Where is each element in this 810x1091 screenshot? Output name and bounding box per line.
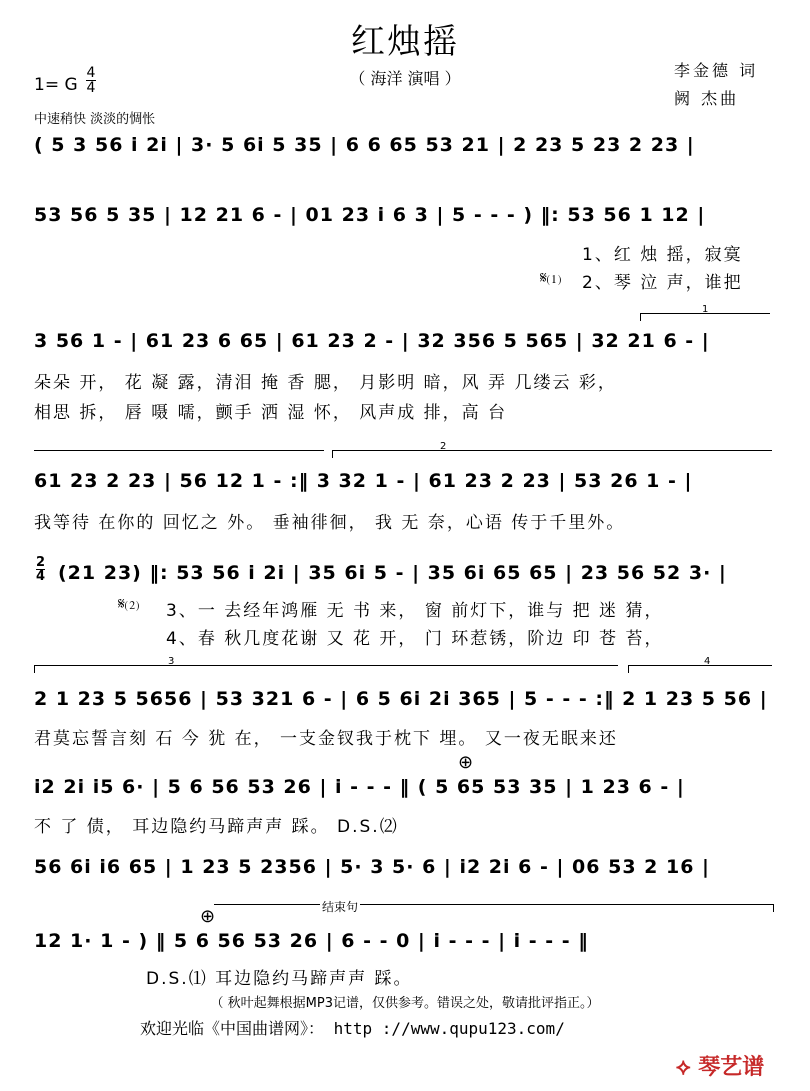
ending-3-number: 3	[168, 656, 175, 667]
system-8-notes: 56 6i i6 65 | 1 23 5 2356 | 5· 3 5· 6 | i2 2i 6 - | 06 53 2 16 |	[34, 856, 710, 878]
ending-4-number: 4	[704, 656, 711, 667]
ending-3-tick	[34, 665, 35, 673]
system-3-lyric-verse-2: 相思 拆， 唇 嗫 嚅，颤手 洒 湿 怀， 风声成 排，高 台	[34, 403, 508, 423]
system-6-lyric: 君莫忘誓言刻 石 今 犹 在， 一支金钗我于枕下 埋。 又一夜无眠来还	[34, 729, 618, 749]
ending-4-tick	[628, 665, 629, 673]
website-link[interactable]: 欢迎光临《中国曲谱网》： http ://www.qupu123.com/	[140, 1019, 565, 1038]
time-sig-numerator: 4	[86, 65, 96, 81]
segno-2-icon: 𝄋⑵	[118, 594, 140, 613]
time-signature-2-4	[36, 556, 45, 583]
site-logo	[676, 1050, 764, 1081]
song-title: 红烛摇	[351, 22, 459, 62]
ending-1-tick	[640, 313, 641, 321]
final-phrase-label: 结束句	[322, 900, 359, 914]
system-9-notes: 12 1· 1 - ) ‖ 5 6 56 53 26 | 6 - - 0 | i - - - | i - - - ‖	[34, 930, 589, 952]
system-6-notes: 2 1 23 5 5656 | 53 321 6 - | 6 5 6i 2i 365 | 5 - - - :‖ 2 1 23 5 56 |	[34, 688, 768, 710]
system-2-notes: 53 56 5 35 | 12 21 6 - | 01 23 i 6 3 | 5 - - - ) ‖: 53 56 1 12 |	[34, 204, 706, 226]
transcription-note: （ 秋叶起舞根据MP3记谱，仅供参考。错误之处，敬请批评指正。）	[210, 996, 600, 1011]
system-4-notes: 61 23 2 23 | 56 12 1 - :‖ 3 32 1 - | 61 23 2 23 | 53 26 1 - |	[34, 470, 693, 492]
system-5-notes: (21 23) ‖: 53 56 i 2i | 35 6i 5 - | 35 6i 65 65 | 23 56 52 3· |	[58, 562, 727, 584]
performer-line: （ 海洋 演唱 ）	[349, 69, 461, 88]
system-9-lyric: D.S.⑴ 耳边隐约马蹄声声 踩。	[146, 969, 413, 989]
coda-icon: ⊕	[458, 752, 474, 773]
system-3-notes: 3 56 1 - | 61 23 6 65 | 61 23 2 - | 32 356 5 565 | 32 21 6 - |	[34, 330, 710, 352]
final-phrase-tick	[773, 904, 774, 912]
logo-text: 琴艺谱	[698, 1055, 765, 1080]
time-2-4-denominator: 4	[36, 569, 46, 584]
segno-1-icon: 𝄋⑴	[540, 268, 562, 287]
system-5-lyric-verse-4: 4、春 秋几度花谢 又 花 开， 门 环惹锈，阶边 印 苍 苔，	[166, 629, 664, 649]
time-2-4-numerator: 2	[36, 555, 46, 570]
time-sig-denominator: 4	[86, 80, 96, 96]
composer-credit: 阙 杰曲	[674, 89, 740, 108]
ending-2-tick	[332, 450, 333, 458]
system-3-lyric-verse-1: 朵朵 开， 花 凝 露，清泪 掩 香 腮， 月影明 暗，风 弄 几缕云 彩，	[34, 373, 617, 393]
system-7-notes: i2 2i i5 6· | 5 6 56 53 26 | i - - - ‖ ( 5 65 53 35 | 1 23 6 - |	[34, 776, 685, 798]
lyricist-credit: 李金德 词	[674, 61, 759, 80]
logo-mark-icon: ⟡	[676, 1055, 699, 1080]
ending-1-number: 1	[702, 304, 709, 315]
ending-1-continuation	[34, 450, 324, 451]
system-2-lyric-verse-2: 2、琴 泣 声，谁把	[582, 273, 743, 293]
system-7-lyric: 不 了 债， 耳边隐约马蹄声声 踩。 D.S.⑵	[34, 817, 399, 837]
final-phrase-bracket	[214, 904, 774, 905]
ending-3-bracket	[34, 665, 618, 666]
time-signature	[86, 66, 96, 95]
key-signature: 1= G	[34, 75, 78, 95]
system-5-lyric-verse-3: 3、一 去经年鸿雁 无 书 来， 窗 前灯下，谁与 把 迷 猜，	[166, 601, 664, 621]
ending-2-bracket	[332, 450, 772, 451]
system-4-lyric: 我等待 在你的 回忆之 外。 垂袖徘徊， 我 无 奈，心语 传于千里外。	[34, 513, 626, 533]
system-1-notes: ( 5 3 56 i 2i | 3· 5 6i 5 35 | 6 6 65 53 21 | 2 23 5 23 2 23 |	[34, 134, 695, 156]
system-2-lyric-verse-1: 1、红 烛 摇，寂寞	[582, 245, 743, 265]
coda-icon-final: ⊕	[200, 906, 216, 927]
tempo-marking: 中速稍快 淡淡的惆怅	[34, 112, 156, 127]
ending-4-bracket	[628, 665, 772, 666]
ending-2-number: 2	[440, 441, 447, 452]
